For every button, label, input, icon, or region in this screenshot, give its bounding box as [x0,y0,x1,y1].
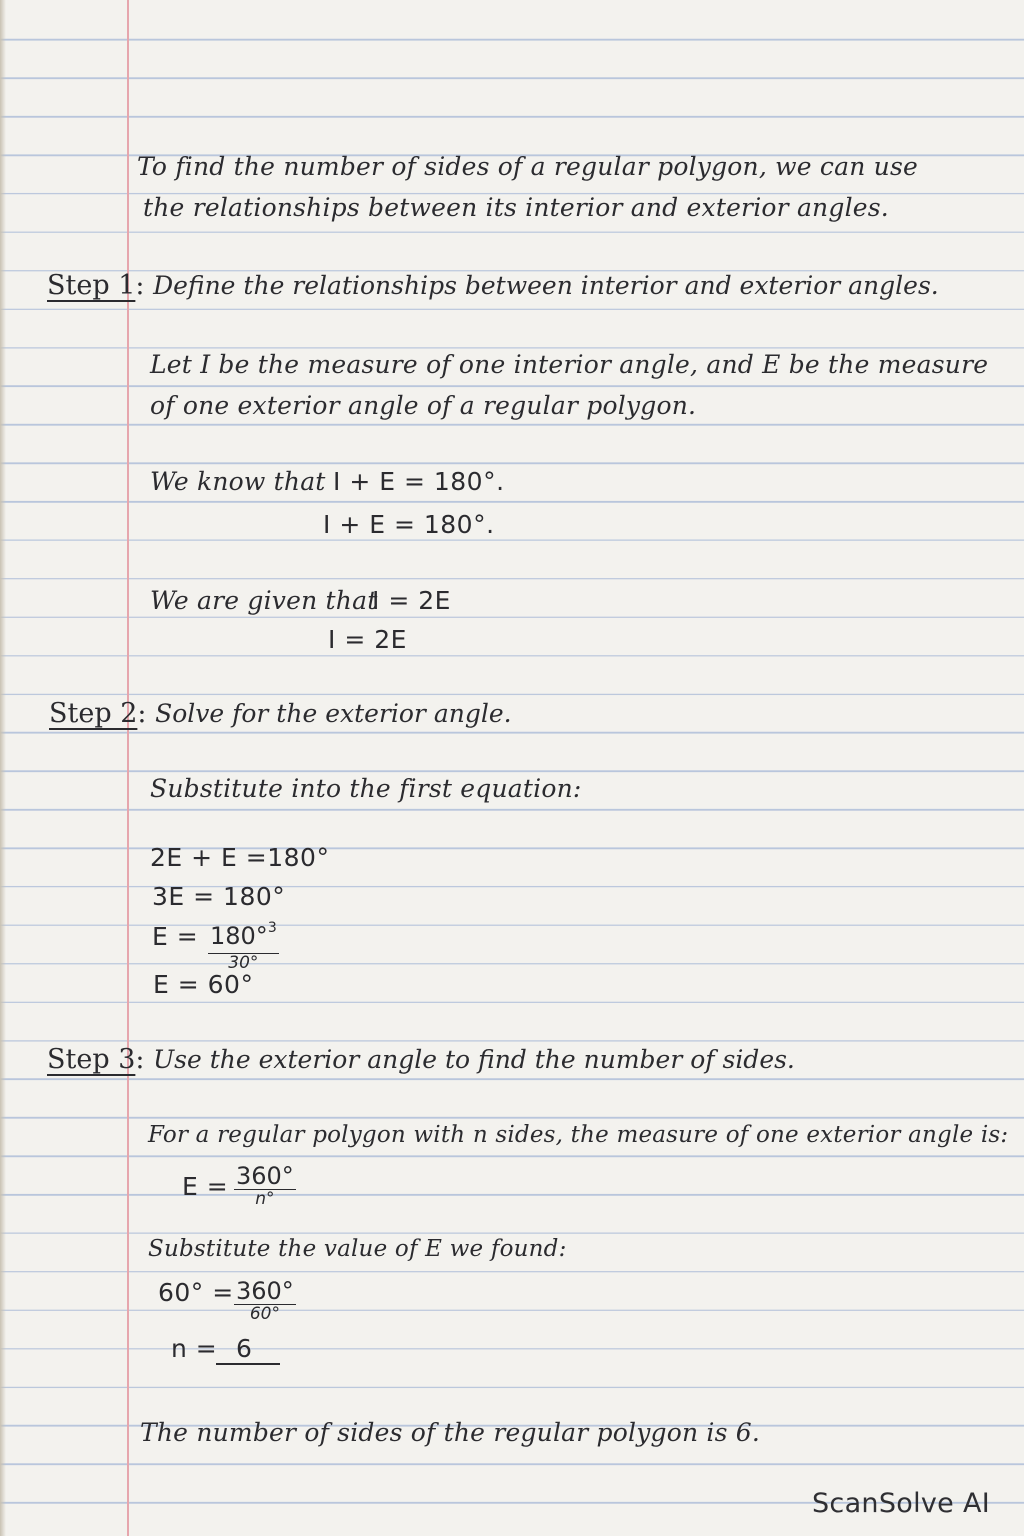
step-3-answer-underline [216,1363,280,1365]
step-3-substitution-denominator: 60° [249,1304,280,1324]
step-1-given-equation-centered: I = 2E [328,625,407,654]
step-3-substitute-text: Substitute the value of E we found: [148,1236,567,1262]
step-1-definition-line-1: Let I be the measure of one interior angle, and E be the measure [150,350,989,379]
step-1-definition-line-2: of one exterior angle of a regular polygon. [150,391,697,420]
step-1-heading: Step 1: Define the relationships between interior and exterior angles. [47,270,939,301]
step-1-given-equation: I = 2E [372,586,451,615]
conclusion: The number of sides of the regular polygon is 6. [140,1418,761,1447]
step-3-formula-fraction [234,1164,296,1208]
step-3-title: Use the exterior angle to find the number of sides. [153,1045,795,1074]
step-3-result-value: 6 [236,1334,253,1363]
step-2-heading: Step 2: Solve for the exterior angle. [49,698,512,729]
step-2-equation-3-left: E = [152,922,199,951]
step-2-equation-1: 2E + E =180° [150,843,330,872]
step-3-substitution-fraction [234,1279,296,1323]
step-3-result-left: n = [171,1334,218,1363]
step-3-label: Step 3 [47,1044,136,1075]
step-1-given-text: We are given that [150,586,378,615]
step-2-equation-4: E = 60° [153,970,254,999]
step-3-heading: Step 3: Use the exterior angle to find the number of sides. [47,1044,795,1075]
step-3-formula-left: E = [182,1172,229,1201]
step-1-know-equation: I + E = 180°. [333,467,505,496]
step-3-substitution-numerator: 360° [236,1277,294,1305]
step-1-label: Step 1 [47,270,136,301]
intro-line-1: To find the number of sides of a regular polygon, we can use [137,152,918,181]
step-2-fraction [208,920,279,973]
margin-line [127,0,129,1536]
paper-edge [0,0,6,1536]
step-3-formula-denominator: n° [255,1189,275,1209]
step-2-cancel-mark: 3 [267,920,277,936]
step-1-title: Define the relationships between interior and exterior angles. [153,271,939,300]
step-2-fraction-numerator: 180°$^3$ [208,924,279,954]
step-3-formula-numerator: 360° [236,1162,294,1190]
step-2-title: Solve for the exterior angle. [155,699,512,728]
step-3-substitution-left: 60° = [158,1278,234,1307]
intro-line-2: the relationships between its interior and exterior angles. [143,193,889,222]
step-1-know-equation-centered: I + E = 180°. [323,510,495,539]
step-2-label: Step 2 [49,698,138,729]
step-1-know-text: We know that [150,467,326,496]
brand-watermark: ScanSolve AI [811,1488,990,1519]
step-2-fraction-denominator: 30° [228,953,259,973]
step-2-equation-2: 3E = 180° [152,882,286,911]
step-3-formula-text: For a regular polygon with n sides, the measure of one exterior angle is: [148,1122,1009,1148]
step-2-substitute-text: Substitute into the first equation: [150,774,582,803]
